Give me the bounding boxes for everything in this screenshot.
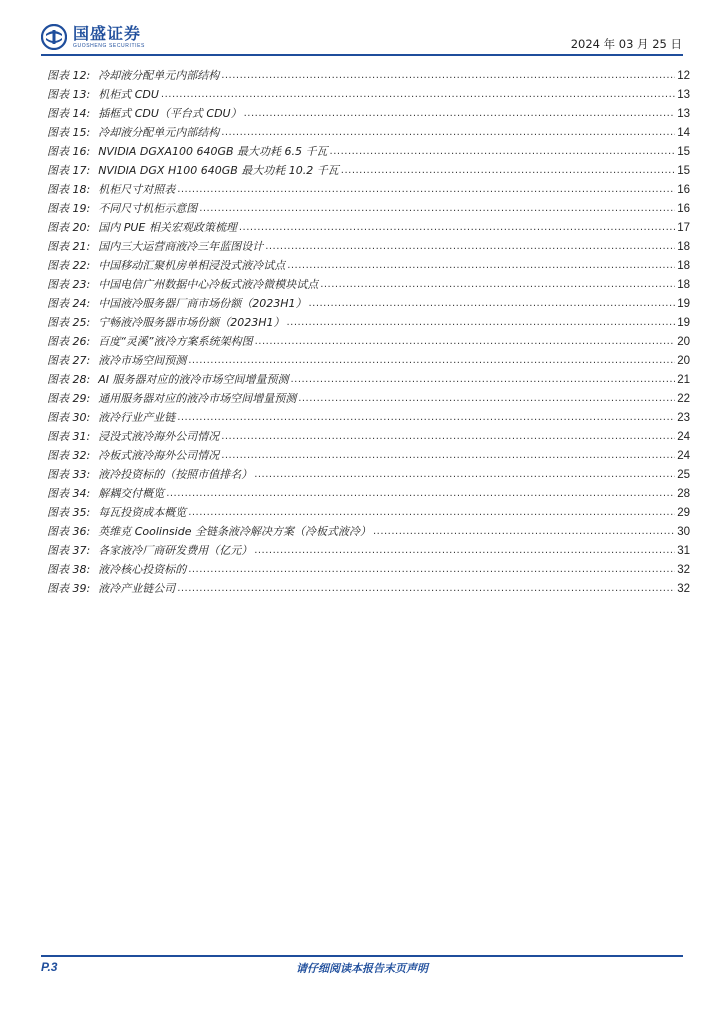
figure-title: 每瓦投资成本概览 bbox=[98, 506, 187, 519]
dot-leader bbox=[265, 240, 675, 254]
figure-title: 冷却液分配单元内部结构 bbox=[98, 69, 220, 82]
figure-page-number: 24 bbox=[677, 450, 690, 462]
figure-number: 图表 32: bbox=[47, 449, 91, 462]
figure-page-number: 16 bbox=[677, 184, 690, 196]
figure-page-number: 29 bbox=[677, 507, 690, 519]
figure-title: AI 服务器对应的液冷市场空间增量预测 bbox=[98, 373, 289, 386]
figure-number: 图表 30: bbox=[47, 411, 91, 424]
figure-page-number: 21 bbox=[677, 374, 690, 386]
figure-title: 液冷行业产业链 bbox=[98, 411, 176, 424]
toc-entry[interactable] bbox=[47, 520, 690, 539]
logo-emblem-icon bbox=[41, 24, 67, 50]
figure-title: 解耦交付概览 bbox=[98, 487, 165, 500]
figure-number: 图表 14: bbox=[47, 107, 91, 120]
dot-leader bbox=[161, 88, 675, 102]
figure-number: 图表 20: bbox=[47, 221, 91, 234]
figure-title: 各家液冷厂商研发费用（亿元） bbox=[98, 544, 253, 557]
figure-title: 冷板式液冷海外公司情况 bbox=[98, 449, 220, 462]
dot-leader bbox=[188, 354, 675, 368]
dot-leader bbox=[177, 183, 675, 197]
toc-entry[interactable] bbox=[47, 64, 690, 83]
figure-number: 图表 35: bbox=[47, 506, 91, 519]
dot-leader bbox=[221, 126, 675, 140]
figure-page-number: 17 bbox=[677, 222, 690, 234]
figure-page-number: 18 bbox=[677, 279, 690, 291]
figure-title: 冷却液分配单元内部结构 bbox=[98, 126, 220, 139]
figure-number: 图表 23: bbox=[47, 278, 91, 291]
figure-list bbox=[47, 64, 690, 596]
figure-title: 国内三大运营商液冷三年蓝图设计 bbox=[98, 240, 264, 253]
figure-number: 图表 19: bbox=[47, 202, 91, 215]
figure-title: 英维克 Coolinside 全链条液冷解决方案（冷板式液冷） bbox=[98, 525, 371, 538]
figure-page-number: 28 bbox=[677, 488, 690, 500]
figure-page-number: 15 bbox=[677, 165, 690, 177]
figure-number: 图表 33: bbox=[47, 468, 91, 481]
figure-number: 图表 18: bbox=[47, 183, 91, 196]
figure-title: NVIDIA DGXA100 640GB 最大功耗 6.5 千瓦 bbox=[98, 145, 328, 158]
disclaimer-note: 请仔细阅读本报告末页声明 bbox=[296, 962, 428, 975]
dot-leader bbox=[177, 411, 675, 425]
figure-number: 图表 12: bbox=[47, 69, 91, 82]
figure-title: NVIDIA DGX H100 640GB 最大功耗 10.2 千瓦 bbox=[98, 164, 339, 177]
figure-title: 不同尺寸机柜示意图 bbox=[98, 202, 198, 215]
dot-leader bbox=[373, 525, 675, 539]
figure-number: 图表 22: bbox=[47, 259, 91, 272]
toc-entry[interactable] bbox=[47, 501, 690, 520]
logo-english-name: GUOSHENG SECURITIES bbox=[73, 43, 145, 49]
dot-leader bbox=[221, 430, 675, 444]
figure-number: 图表 15: bbox=[47, 126, 91, 139]
figure-page-number: 20 bbox=[677, 336, 690, 348]
figure-page-number: 12 bbox=[677, 70, 690, 82]
figure-page-number: 30 bbox=[677, 526, 690, 538]
dot-leader bbox=[188, 563, 675, 577]
figure-number: 图表 24: bbox=[47, 297, 91, 310]
toc-entry[interactable] bbox=[47, 463, 690, 482]
figure-page-number: 20 bbox=[677, 355, 690, 367]
dot-leader bbox=[239, 221, 675, 235]
toc-entry[interactable] bbox=[47, 311, 690, 330]
figure-title: 百度“灵溪”液冷方案系统架构图 bbox=[98, 335, 253, 348]
figure-title: 通用服务器对应的液冷市场空间增量预测 bbox=[98, 392, 297, 405]
figure-title: 液冷产业链公司 bbox=[98, 582, 176, 595]
figure-page-number: 18 bbox=[677, 241, 690, 253]
figure-page-number: 14 bbox=[677, 127, 690, 139]
figure-page-number: 13 bbox=[677, 108, 690, 120]
figure-number: 图表 37: bbox=[47, 544, 91, 557]
toc-entry[interactable] bbox=[47, 197, 690, 216]
figure-title: 机柜尺寸对照表 bbox=[98, 183, 176, 196]
header-divider bbox=[41, 54, 683, 56]
figure-page-number: 19 bbox=[677, 298, 690, 310]
toc-entry[interactable] bbox=[47, 83, 690, 102]
dot-leader bbox=[255, 335, 676, 349]
toc-entry[interactable] bbox=[47, 121, 690, 140]
figure-number: 图表 21: bbox=[47, 240, 91, 253]
figure-title: 国内 PUE 相关宏观政策梳理 bbox=[98, 221, 237, 234]
dot-leader bbox=[221, 69, 675, 83]
figure-title: 中国液冷服务器厂商市场份额（2023H1） bbox=[98, 297, 307, 310]
figure-page-number: 31 bbox=[677, 545, 690, 557]
figure-number: 图表 36: bbox=[47, 525, 91, 538]
dot-leader bbox=[188, 506, 675, 520]
toc-entry[interactable] bbox=[47, 349, 690, 368]
figure-page-number: 18 bbox=[677, 260, 690, 272]
figure-title: 液冷市场空间预测 bbox=[98, 354, 187, 367]
dot-leader bbox=[308, 297, 675, 311]
dot-leader bbox=[341, 164, 675, 178]
figure-number: 图表 31: bbox=[47, 430, 91, 443]
dot-leader bbox=[287, 259, 675, 273]
figure-title: 液冷核心投资标的 bbox=[98, 563, 187, 576]
figure-page-number: 19 bbox=[677, 317, 690, 329]
figure-page-number: 22 bbox=[677, 393, 690, 405]
figure-title: 插框式 CDU（平台式 CDU） bbox=[98, 107, 242, 120]
dot-leader bbox=[320, 278, 675, 292]
figure-title: 浸没式液冷海外公司情况 bbox=[98, 430, 220, 443]
dot-leader bbox=[286, 316, 675, 330]
figure-page-number: 32 bbox=[677, 564, 690, 576]
toc-entry[interactable] bbox=[47, 444, 690, 463]
figure-page-number: 23 bbox=[677, 412, 690, 424]
logo-wordmark bbox=[73, 25, 145, 49]
toc-entry[interactable] bbox=[47, 216, 690, 235]
figure-number: 图表 25: bbox=[47, 316, 91, 329]
report-date: 2024 年 03 月 25 日 bbox=[570, 37, 682, 51]
dot-leader bbox=[330, 145, 676, 159]
figure-page-number: 24 bbox=[677, 431, 690, 443]
figure-number: 图表 27: bbox=[47, 354, 91, 367]
toc-entry[interactable] bbox=[47, 482, 690, 501]
figure-number: 图表 28: bbox=[47, 373, 91, 386]
toc-entry[interactable] bbox=[47, 254, 690, 273]
figure-number: 图表 38: bbox=[47, 563, 91, 576]
dot-leader bbox=[254, 468, 675, 482]
figure-number: 图表 13: bbox=[47, 88, 91, 101]
dot-leader bbox=[199, 202, 675, 216]
figure-page-number: 25 bbox=[677, 469, 690, 481]
toc-entry[interactable] bbox=[47, 159, 690, 178]
company-logo bbox=[41, 24, 145, 50]
figure-number: 图表 16: bbox=[47, 145, 91, 158]
figure-number: 图表 17: bbox=[47, 164, 91, 177]
figure-page-number: 15 bbox=[677, 146, 690, 158]
toc-entry[interactable] bbox=[47, 178, 690, 197]
toc-entry[interactable] bbox=[47, 577, 690, 596]
figure-title: 宁畅液冷服务器市场份额（2023H1） bbox=[98, 316, 285, 329]
figure-number: 图表 26: bbox=[47, 335, 91, 348]
toc-entry[interactable] bbox=[47, 235, 690, 254]
page-number: P.3 bbox=[41, 960, 58, 974]
toc-entry[interactable] bbox=[47, 273, 690, 292]
dot-leader bbox=[177, 582, 675, 596]
figure-page-number: 13 bbox=[677, 89, 690, 101]
toc-entry[interactable] bbox=[47, 102, 690, 121]
figure-title: 中国移动汇聚机房单相浸没式液冷试点 bbox=[98, 259, 286, 272]
figure-number: 图表 29: bbox=[47, 392, 91, 405]
page-header bbox=[0, 0, 724, 60]
footer-divider bbox=[41, 955, 683, 957]
dot-leader bbox=[298, 392, 675, 406]
dot-leader bbox=[290, 373, 675, 387]
figure-page-number: 16 bbox=[677, 203, 690, 215]
dot-leader bbox=[254, 544, 675, 558]
figure-title: 机柜式 CDU bbox=[98, 88, 159, 101]
figure-number: 图表 39: bbox=[47, 582, 91, 595]
toc-entry[interactable] bbox=[47, 330, 690, 349]
dot-leader bbox=[221, 449, 675, 463]
figure-number: 图表 34: bbox=[47, 487, 91, 500]
toc-entry[interactable] bbox=[47, 387, 690, 406]
figure-page-number: 32 bbox=[677, 583, 690, 595]
dot-leader bbox=[244, 107, 676, 121]
toc-entry[interactable] bbox=[47, 539, 690, 558]
toc-entry[interactable] bbox=[47, 406, 690, 425]
dot-leader bbox=[166, 487, 675, 501]
toc-entry[interactable] bbox=[47, 558, 690, 577]
toc-entry[interactable] bbox=[47, 292, 690, 311]
toc-entry[interactable] bbox=[47, 425, 690, 444]
logo-chinese-name: 国盛证券 bbox=[73, 24, 142, 43]
toc-entry[interactable] bbox=[47, 140, 690, 159]
toc-entry[interactable] bbox=[47, 368, 690, 387]
figure-title: 液冷投资标的（按照市值排名） bbox=[98, 468, 253, 481]
figure-title: 中国电信广州数据中心冷板式液冷微模块试点 bbox=[98, 278, 319, 291]
